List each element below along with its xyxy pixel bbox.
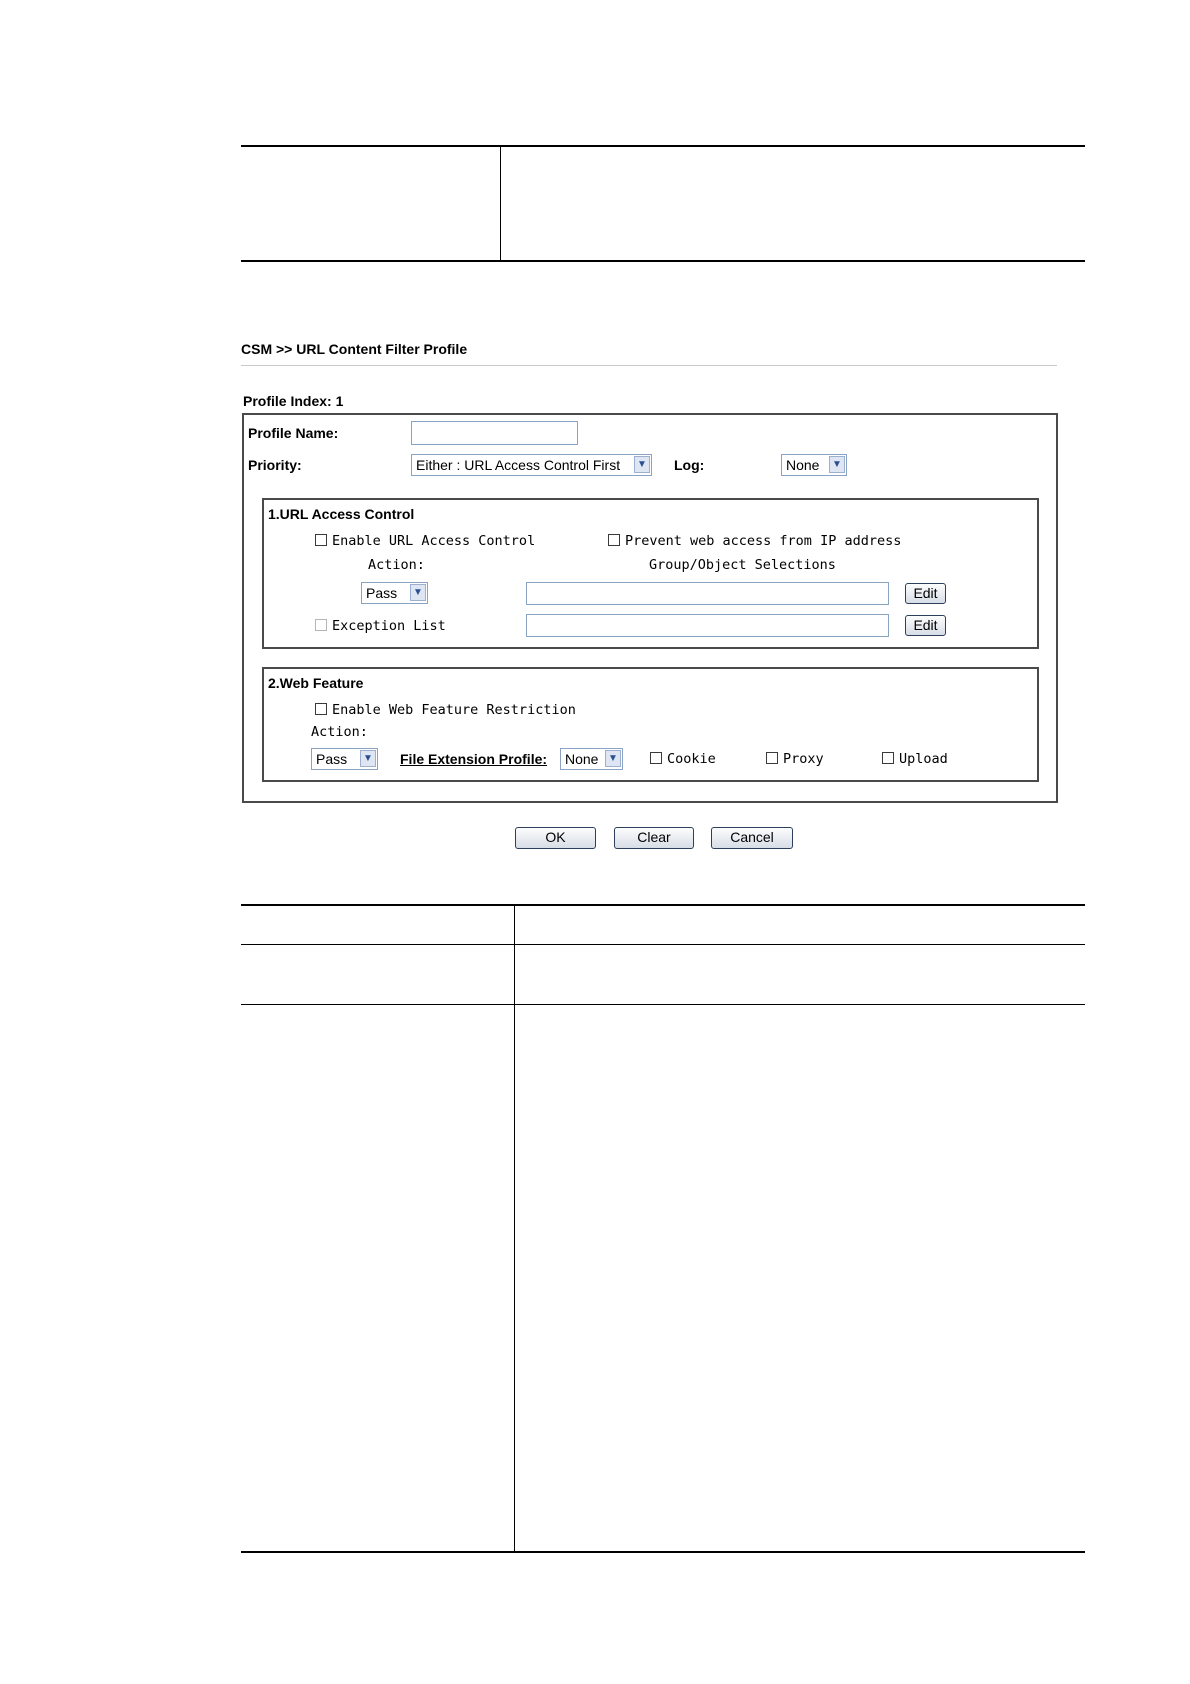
enable-web-feature-checkbox[interactable] [315, 703, 327, 715]
file-extension-select-value: None [565, 751, 599, 767]
clear-button[interactable]: Clear [614, 827, 694, 849]
web-action-select-value: Pass [316, 751, 348, 767]
bottom-table-row-line-1 [241, 944, 1085, 945]
web-action-select[interactable] [311, 748, 378, 770]
proxy-label: Proxy [783, 751, 824, 767]
cancel-button[interactable]: Cancel [711, 827, 793, 849]
log-select-value: None [786, 457, 820, 473]
log-label: Log: [674, 457, 705, 473]
chevron-down-icon[interactable]: ▼ [410, 584, 426, 601]
upload-label: Upload [899, 751, 948, 767]
file-extension-select[interactable] [560, 748, 623, 770]
exception-list-input[interactable] [526, 614, 889, 637]
breadcrumb: CSM >> URL Content Filter Profile [241, 341, 468, 357]
url-action-select[interactable] [361, 582, 428, 604]
web-feature-title: 2.Web Feature [268, 675, 364, 691]
proxy-checkbox[interactable] [766, 752, 778, 764]
exception-list-label: Exception List [332, 618, 446, 634]
profile-name-label: Profile Name: [248, 425, 339, 441]
url-action-select-value: Pass [366, 585, 398, 601]
file-extension-profile-link[interactable]: File Extension Profile: [400, 751, 548, 767]
bottom-table-bottom-border [241, 1551, 1085, 1553]
enable-web-feature-label: Enable Web Feature Restriction [332, 702, 576, 718]
cookie-checkbox[interactable] [650, 752, 662, 764]
chevron-down-icon[interactable]: ▼ [605, 750, 621, 767]
priority-select[interactable] [411, 454, 652, 476]
exception-list-checkbox[interactable] [315, 619, 327, 631]
upload-checkbox[interactable] [882, 752, 894, 764]
chevron-down-icon[interactable]: ▼ [829, 456, 845, 473]
log-select[interactable] [781, 454, 847, 476]
enable-url-access-label: Enable URL Access Control [332, 533, 536, 549]
enable-url-access-checkbox[interactable] [315, 534, 327, 546]
prevent-ip-access-label: Prevent web access from IP address [625, 533, 902, 549]
profile-name-input[interactable] [411, 421, 578, 445]
prevent-ip-access-checkbox[interactable] [608, 534, 620, 546]
priority-select-value: Either : URL Access Control First [416, 457, 621, 473]
breadcrumb-divider [241, 365, 1057, 366]
chevron-down-icon[interactable]: ▼ [360, 750, 376, 767]
ok-button[interactable]: OK [515, 827, 596, 849]
profile-index-label: Profile Index: 1 [243, 393, 344, 409]
top-table-top-border [241, 145, 1085, 147]
priority-label: Priority: [248, 457, 302, 473]
web-action-label: Action: [311, 724, 368, 740]
bottom-table-top-border [241, 904, 1085, 906]
chevron-down-icon[interactable]: ▼ [634, 456, 650, 473]
group-object-label: Group/Object Selections [649, 557, 836, 573]
cookie-label: Cookie [667, 751, 716, 767]
bottom-table-row-line-2 [241, 1004, 1085, 1005]
exception-edit-button[interactable]: Edit [905, 615, 946, 636]
top-table-bottom-border [241, 260, 1085, 262]
url-action-label: Action: [368, 557, 425, 573]
top-table-divider [500, 146, 501, 261]
group-edit-button[interactable]: Edit [905, 583, 946, 604]
group-object-input[interactable] [526, 582, 889, 605]
url-access-control-title: 1.URL Access Control [268, 506, 415, 522]
bottom-table-divider [514, 905, 515, 1552]
